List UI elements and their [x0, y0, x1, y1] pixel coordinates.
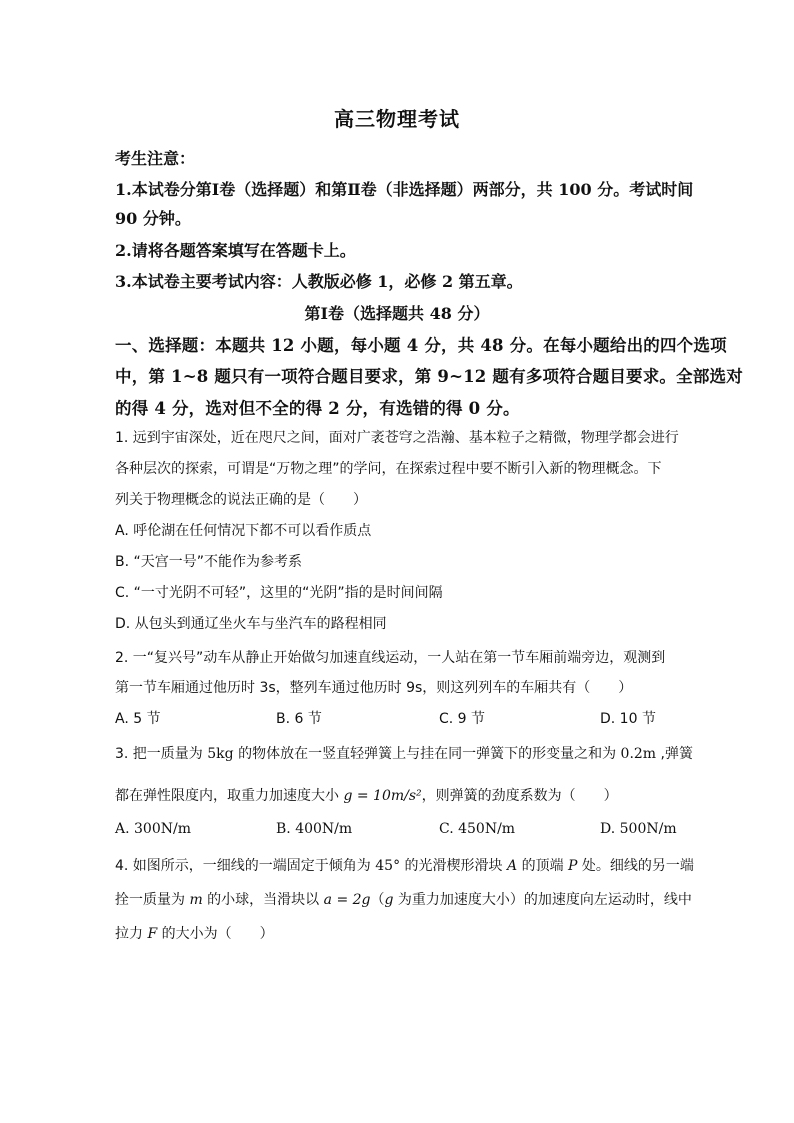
q4-mass: m: [189, 892, 203, 908]
q3-line-2: 都在弹性限度内，取重力加速度大小 g = 10m/s²，则弹簧的劲度系数为（ ）: [115, 788, 618, 804]
section-1-line-3: 的得 4 分，选对但不全的得 2 分，有选错的得 0 分。: [115, 399, 520, 418]
q4-angle: 45°: [375, 858, 401, 874]
q4-force: F: [147, 926, 158, 942]
q1-line-1: 1. 远到宇宙深处，近在咫尺之间，面对广袤苍穹之浩瀚、基本粒子之精微，物理学都会进行: [115, 430, 679, 446]
q4-line-1: 4. 如图所示，一细线的一端固定于倾角为 45° 的光滑楔形滑块 A 的顶端 P 处。细线的另一端: [115, 858, 694, 874]
q1-option-a: A. 呼伦湖在任何情况下都不可以看作质点: [115, 523, 372, 539]
part-1-heading: 第Ⅰ卷（选择题共 48 分）: [304, 304, 490, 323]
q2-option-c: C. 9 节: [439, 711, 486, 727]
q2-option-b: B. 6 节: [276, 711, 322, 727]
q1-option-d: D. 从包头到通辽坐火车与坐汽车的路程相同: [115, 616, 387, 632]
q4-point-p: P: [568, 858, 578, 874]
q3-option-d: D. 500N/m: [600, 821, 677, 837]
section-1-line-2: 中，第 1~8 题只有一项符合题目要求，第 9~12 题有多项符合题目要求。全部选对: [115, 367, 743, 386]
q4-block-a: A: [507, 858, 518, 874]
q2-option-a: A. 5 节: [115, 711, 161, 727]
q3-option-b: B. 400N/m: [276, 821, 353, 837]
notice-item-2: 2.请将各题答案填写在答题卡上。: [115, 241, 356, 260]
q3-mass: 5kg: [207, 746, 234, 762]
notice-heading: 考生注意：: [115, 149, 196, 168]
q4-line-3: 拉力 F 的大小为（ ）: [115, 926, 274, 942]
q2-line-1: 2. 一“复兴号”动车从静止开始做匀加速直线运动，一人站在第一节车厢前端旁边，观测到: [115, 650, 666, 666]
q3-line-1: 3. 把一质量为 5kg 的物体放在一竖直轻弹簧上与挂在同一弹簧下的形变量之和为 0.2m ,弹簧: [115, 746, 693, 762]
q1-option-b: B. “天宫一号”不能作为参考系: [115, 554, 303, 570]
q4-acceleration: a = 2g: [323, 892, 371, 908]
q1-line-3: 列关于物理概念的说法正确的是（ ）: [115, 492, 367, 508]
notice-item-3: 3.本试卷主要考试内容：人教版必修 1，必修 2 第五章。: [115, 272, 523, 291]
q2-line-2: 第一节车厢通过他历时 3s，整列车通过他历时 9s，则这列列车的车厢共有（ ）: [115, 680, 633, 696]
q3-gravity: g = 10m/s²: [343, 788, 422, 804]
q1-option-c: C. “一寸光阴不可轻”，这里的“光阴”指的是时间间隔: [115, 585, 443, 601]
section-1-line-1: 一、选择题：本题共 12 小题，每小题 4 分，共 48 分。在每小题给出的四个选项: [115, 336, 727, 355]
q4-g: g: [384, 892, 394, 908]
q3-option-a: A. 300N/m: [115, 821, 191, 837]
page-title: 高三物理考试: [334, 107, 460, 131]
notice-item-1-line-1: 1.本试卷分第Ⅰ卷（选择题）和第Ⅱ卷（非选择题）两部分，共 100 分。考试时间: [115, 180, 694, 199]
q3-deformation: 0.2m: [620, 746, 657, 762]
q2-option-d: D. 10 节: [600, 711, 656, 727]
q1-line-2: 各种层次的探索，可谓是“万物之理”的学问，在探索过程中要不断引入新的物理概念。下: [115, 461, 662, 477]
notice-item-1-line-2: 90 分钟。: [115, 209, 191, 228]
q4-line-2: 拴一质量为 m 的小球，当滑块以 a = 2g（g 为重力加速度大小）的加速度向左运动时，线中: [115, 892, 692, 908]
q3-option-c: C. 450N/m: [439, 821, 516, 837]
